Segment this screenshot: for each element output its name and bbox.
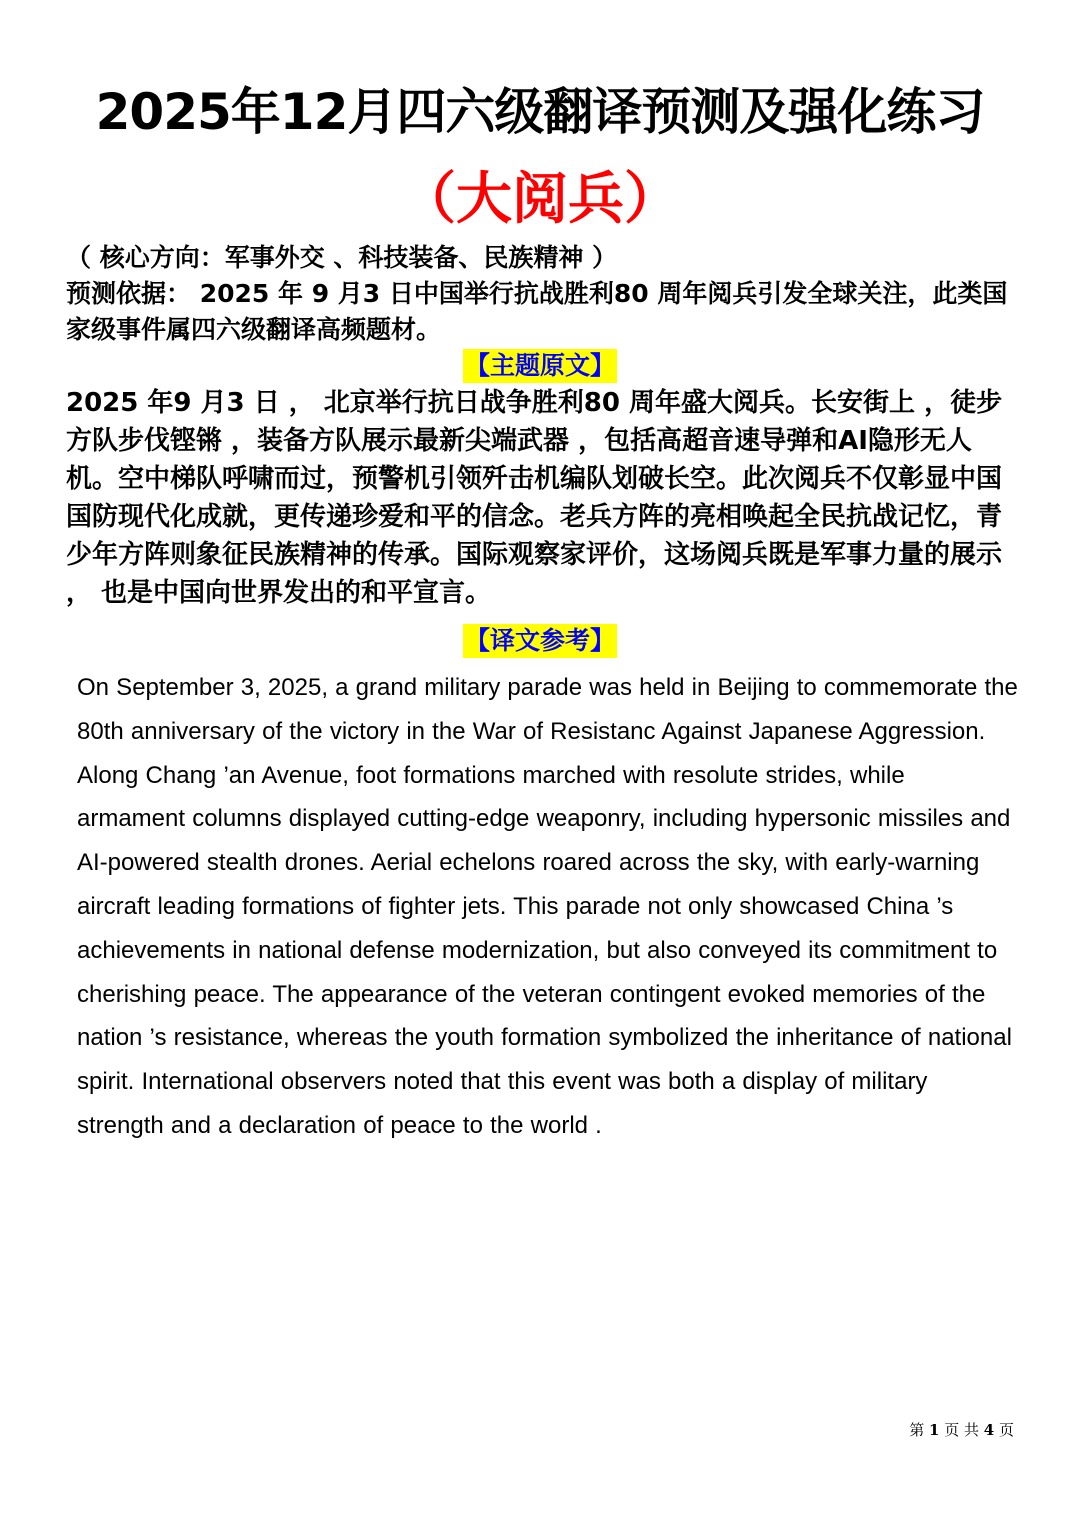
page-subtitle: （大阅兵） [400, 167, 680, 232]
footer-mid: 页 共 [944, 1421, 979, 1439]
prediction-basis: 预测依据： 2025 年 9 月3 日中国举行抗战胜利80 周年阅兵引发全球关注，此类国家级事件属四六级翻译高频题材。 [66, 279, 1008, 344]
translation-paragraph: On September 3, 2025, a grand military parade was held in Beijing to commemorate the 80th anniversary of the victory in the War of Resistanc Against Japanese Aggression. Along Chang ’an Avenue, foot formations marched with resolute strides, while armament columns displayed cutting-edge weaponry, including hypersonic missiles and AI-powered stealth drones. Aerial echelons roared across the sky, with early-warning aircraft leading formations of fighter jets. This parade not only showcased China ’s achievements in national defense modernization, but also conveyed its commitment to cherishing peace. The appearance of the veteran contingent evoked memories of the nation ’s resistance, whereas the youth formation symbolized the inheritance of national spirit. International observers noted that this event was both a display of military strength and a declaration of peace to the world . [77, 674, 1018, 1139]
core-direction-line: （ 核心方向：军事外交 、科技装备、民族精神 ） [66, 243, 618, 272]
source-paragraph: 2025 年9 月3 日 ， 北京举行抗日战争胜利80 周年盛大阅兵。长安街上 ，徒步方队步伐铿锵 ，装备方队展示最新尖端武器 ，包括高超音速导弹和AI隐形无人机。空中梯队呼啸而过，预警机引领歼击机编队划破长空。此次阅兵不仅彰显中国国防现代化成就，更传递珍爱和平的信念。老兵方阵的亮相唤起全民抗战记忆，青少年方阵则象征民族精神的传承。国际观察家评价，这场阅兵既是军事力量的展示 ， 也是中国向世界发出的和平宣言。 [66, 388, 1003, 608]
footer-page-number: 1 [928, 1421, 940, 1439]
translation-heading: 【译文参考】 [463, 624, 617, 658]
footer-page-total: 4 [983, 1421, 995, 1439]
footer-prefix: 第 [909, 1421, 925, 1439]
source-heading: 【主题原文】 [463, 349, 617, 383]
translation-heading-block [0, 624, 1080, 658]
page-footer [909, 1418, 1014, 1442]
page-title: 2025年12月四六级翻译预测及强化练习 [95, 83, 985, 141]
footer-suffix: 页 [998, 1421, 1014, 1439]
source-heading-block [0, 349, 1080, 383]
